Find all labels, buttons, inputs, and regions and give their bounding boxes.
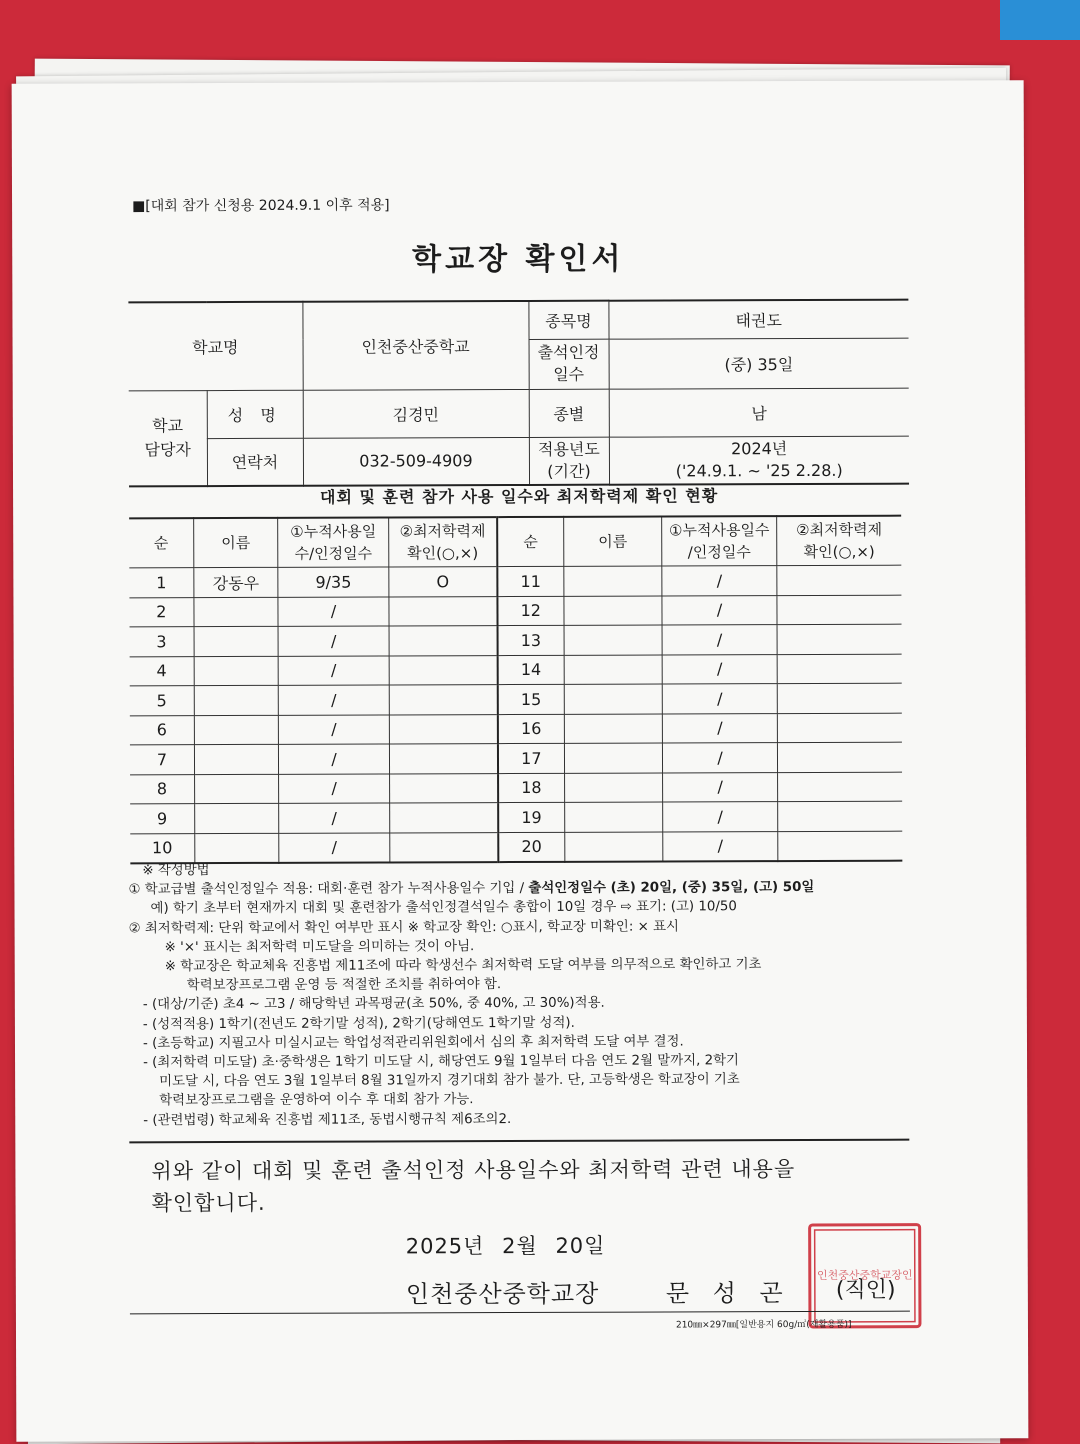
row-used: / bbox=[279, 744, 390, 774]
col-used-right: ①누적사용일수 /인정일수 bbox=[662, 516, 777, 566]
info-table bbox=[128, 299, 909, 488]
event-label: 종목명 bbox=[528, 301, 608, 339]
row-name bbox=[564, 743, 663, 773]
row-name bbox=[564, 655, 663, 685]
notes-heading: ※ 작성방법 bbox=[142, 863, 210, 879]
row-used: / bbox=[279, 832, 390, 862]
document-title: 학교장 확인서 bbox=[412, 241, 625, 278]
row-check bbox=[389, 714, 498, 744]
row-used: / bbox=[662, 566, 777, 596]
row-no: 2 bbox=[129, 597, 193, 627]
detail-4-cont2: 학력보장프로그램을 운영하여 이수 후 대회 참가 가능. bbox=[159, 1092, 474, 1109]
table-row bbox=[130, 713, 902, 745]
row-name bbox=[194, 626, 279, 656]
row-used: / bbox=[662, 595, 777, 625]
row-name bbox=[564, 625, 663, 655]
row-check bbox=[389, 803, 498, 833]
confirmation-line-1: 위와 같이 대회 및 훈련 출석인정 사용일수와 최저학력 관련 내용을 bbox=[151, 1157, 796, 1184]
table-row bbox=[130, 624, 902, 656]
row-no: 10 bbox=[130, 833, 194, 863]
row-no: 12 bbox=[497, 596, 563, 626]
note-2b: ※ 학교장은 학교체육 진흥법 제11조에 따라 학생선수 최저학력 도달 여부를 의무적으로 확인하고 기초 bbox=[164, 957, 762, 975]
detail-1: - (대상/기준) 초4 ~ 고3 / 해당학년 과목평균(초 50%, 중 40%, 고 30%)적용. bbox=[142, 996, 605, 1013]
detail-2: - (성적적용) 1학기(전년도 2학기말 성적), 2학기(당해연도 1학기말 성적). bbox=[142, 1015, 575, 1032]
row-check bbox=[390, 832, 499, 862]
row-used: / bbox=[279, 714, 390, 744]
row-name bbox=[194, 597, 279, 627]
signer-name: 문 성 곤 bbox=[665, 1279, 791, 1308]
divider bbox=[129, 1139, 909, 1144]
detail-3: - (초등학교) 지필고사 미실시교는 학업성적관리위원회에서 심의 후 최저학력 도달 여부 결정. bbox=[142, 1034, 684, 1052]
header-note: ■[대회 참가 신청용 2024.9.1 이후 적용] bbox=[132, 197, 390, 215]
table-row bbox=[130, 801, 902, 833]
usage-table bbox=[129, 515, 902, 865]
row-used: 9/35 bbox=[278, 567, 389, 597]
confirmation-line-2: 확인합니다. bbox=[151, 1190, 266, 1216]
detail-4-cont: 미도달 시, 다음 연도 3월 1일부터 8월 31일까지 경기대회 참가 불가. 단, 고등학생은 학교장이 기초 bbox=[159, 1072, 740, 1090]
school-value: 인천중산중학교 bbox=[302, 301, 528, 390]
row-used: / bbox=[663, 772, 778, 802]
name-label: 성 명 bbox=[207, 390, 303, 438]
table-row bbox=[130, 742, 902, 774]
floor-mat-blue bbox=[1000, 0, 1080, 40]
row-no: 20 bbox=[498, 832, 564, 862]
row-name bbox=[194, 715, 279, 745]
row-used: / bbox=[662, 684, 777, 714]
row-name bbox=[194, 774, 279, 804]
row-used: / bbox=[663, 831, 778, 861]
row-check bbox=[777, 565, 902, 595]
row-used: / bbox=[662, 654, 777, 684]
col-check-right: ②최저학력제 확인(○,×) bbox=[776, 516, 901, 566]
note-1: ① 학교급별 출석인정일수 적용: 대회·훈련 참가 누적사용일수 기입 / 출석인정일수 (초) 20일, (중) 35일, (고) 50일 bbox=[128, 880, 815, 898]
table-row bbox=[129, 565, 901, 597]
row-check bbox=[777, 654, 902, 684]
col-used: ①누적사용일 수/인정일수 bbox=[278, 517, 389, 567]
row-check bbox=[777, 772, 902, 802]
gender-label: 종별 bbox=[529, 389, 609, 437]
attendance-label: 출석인정 일수 bbox=[529, 339, 609, 389]
year-value: 2024년 ('24.9.1. ~ '25 2.28.) bbox=[609, 436, 909, 485]
row-used: / bbox=[663, 713, 778, 743]
row-used: / bbox=[278, 596, 389, 626]
row-check bbox=[389, 685, 498, 715]
seal-text: 인천중산중학교장인 bbox=[816, 1268, 913, 1282]
contact-value: 032-509-4909 bbox=[303, 437, 529, 486]
instructions bbox=[128, 859, 919, 1131]
manager-label: 학교 담당자 bbox=[129, 390, 207, 486]
detail-4: - (최저학력 미도달) 초·중학생은 1학기 미도달 시, 해당연도 9월 1일부터 다음 연도 2월 말까지, 2학기 bbox=[143, 1053, 739, 1071]
row-no: 17 bbox=[498, 743, 564, 773]
row-no: 7 bbox=[130, 745, 194, 775]
col-no-right: 순 bbox=[497, 517, 564, 567]
row-check bbox=[389, 773, 498, 803]
attendance-value: (중) 35일 bbox=[609, 338, 909, 389]
col-no: 순 bbox=[129, 518, 194, 568]
section-title: 대회 및 훈련 참가 사용 일수와 최저학력제 확인 현황 bbox=[319, 486, 719, 507]
table-row bbox=[130, 772, 902, 804]
row-no: 11 bbox=[497, 566, 563, 596]
row-used: / bbox=[279, 773, 390, 803]
seal-label: (직인) bbox=[835, 1277, 896, 1303]
row-name bbox=[564, 832, 663, 862]
year-label: 적용년도 (기간) bbox=[529, 437, 609, 485]
row-name bbox=[194, 656, 279, 686]
confirmation-text bbox=[151, 1153, 795, 1219]
event-value: 태권도 bbox=[608, 300, 908, 339]
row-name bbox=[564, 596, 663, 626]
row-check bbox=[389, 655, 498, 685]
note-1-example: 예) 학기 초부터 현재까지 대회 및 훈련참가 출석인정결석일수 총합이 10일 경우 ⇨ 표기: (고) 10/50 bbox=[150, 899, 737, 917]
footer-divider bbox=[130, 1311, 910, 1315]
row-name bbox=[195, 833, 280, 863]
row-name bbox=[194, 803, 279, 833]
row-check bbox=[777, 801, 902, 831]
table-row bbox=[130, 683, 902, 715]
col-name-right: 이름 bbox=[563, 517, 662, 567]
row-check bbox=[777, 713, 902, 743]
row-no: 6 bbox=[130, 715, 194, 745]
row-no: 3 bbox=[130, 627, 194, 657]
row-name: 강동우 bbox=[194, 567, 279, 597]
row-check bbox=[777, 742, 902, 772]
table-row bbox=[129, 595, 901, 627]
col-name: 이름 bbox=[193, 518, 278, 568]
row-name bbox=[564, 714, 663, 744]
row-used: / bbox=[278, 626, 389, 656]
row-used: / bbox=[279, 685, 390, 715]
document-page bbox=[12, 80, 1029, 1442]
row-name bbox=[194, 685, 279, 715]
note-2: ② 최저학력제: 단위 학교에서 확인 여부만 표시 ※ 학교장 확인: ○표시, 학교장 미확인: × 표시 bbox=[128, 919, 679, 936]
signer-org: 인천중산중학교장 bbox=[405, 1279, 600, 1309]
row-no: 19 bbox=[498, 802, 564, 832]
row-no: 15 bbox=[498, 684, 564, 714]
row-used: / bbox=[663, 743, 778, 773]
row-no: 9 bbox=[130, 804, 194, 834]
row-no: 8 bbox=[130, 774, 194, 804]
row-check: O bbox=[389, 567, 498, 597]
row-used: / bbox=[278, 655, 389, 685]
row-check bbox=[777, 683, 902, 713]
row-no: 18 bbox=[498, 773, 564, 803]
row-check bbox=[389, 626, 498, 656]
col-check: ②최저학력제 확인(○,×) bbox=[388, 517, 497, 567]
row-name bbox=[564, 566, 663, 596]
row-no: 13 bbox=[497, 625, 563, 655]
contact-label: 연락처 bbox=[207, 438, 303, 486]
note-2b-cont: 학력보장프로그램 운영 등 적절한 조치를 취하여야 함. bbox=[186, 977, 502, 994]
row-name bbox=[194, 744, 279, 774]
table-row bbox=[130, 654, 902, 686]
row-used: / bbox=[662, 625, 777, 655]
school-label: 학교명 bbox=[128, 302, 302, 391]
row-no: 4 bbox=[130, 656, 194, 686]
issue-date: 2025년 2월 20일 bbox=[405, 1233, 606, 1259]
gender-value: 남 bbox=[609, 388, 909, 437]
row-check bbox=[777, 624, 902, 654]
row-check bbox=[389, 596, 498, 626]
row-name bbox=[564, 802, 663, 832]
row-no: 1 bbox=[129, 568, 193, 598]
row-no: 14 bbox=[498, 655, 564, 685]
row-used: / bbox=[279, 803, 390, 833]
row-no: 5 bbox=[130, 686, 194, 716]
row-check bbox=[777, 595, 902, 625]
note-2a: ※ '×' 표시는 최저학력 미도달을 의미하는 것이 아님. bbox=[164, 938, 475, 956]
row-check bbox=[389, 744, 498, 774]
row-check bbox=[778, 831, 903, 861]
name-value: 김경민 bbox=[303, 389, 529, 438]
row-used: / bbox=[663, 802, 778, 832]
row-name bbox=[564, 684, 663, 714]
paper-spec-footer: 210㎜×297㎜[일반용지 60g/㎡(재활용품)] bbox=[675, 1319, 852, 1331]
row-no: 16 bbox=[498, 714, 564, 744]
detail-5: - (관련법령) 학교체육 진흥법 제11조, 동법시행규칙 제6조의2. bbox=[143, 1111, 512, 1128]
row-name bbox=[564, 773, 663, 803]
